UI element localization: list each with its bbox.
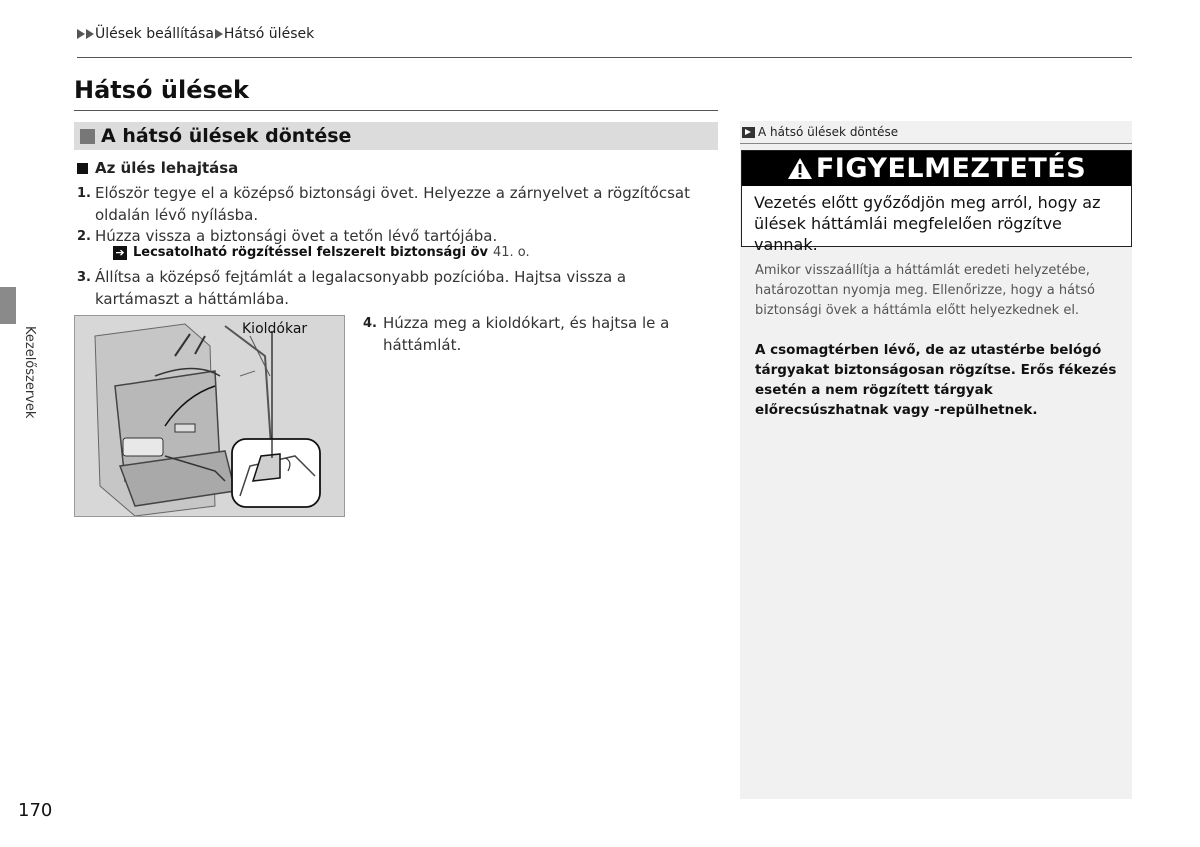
breadcrumb-item: Ülések beállítása [95, 26, 214, 42]
page-title: Hátsó ülések [74, 76, 249, 104]
subheading-square-icon [77, 163, 88, 174]
step-text: Állítsa a középső fejtámlát a legalacsonyabb pozícióba. Hajtsa vissza a kartámaszt a háttámlába. [95, 268, 627, 308]
warning-box [741, 150, 1132, 254]
seat-release-illustration [74, 315, 345, 517]
warning-body: Vezetés előtt győződjön meg arról, hogy az ülések háttámlái megfelelően rögzítve vannak. [754, 193, 1101, 254]
step-number: 1. [77, 186, 91, 201]
side-reference-heading [742, 125, 898, 139]
reference-arrow-icon [742, 127, 755, 138]
breadcrumb-item: Hátsó ülések [223, 26, 315, 42]
title-rule [74, 110, 718, 111]
header-rule [77, 57, 1132, 58]
section-title: A hátsó ülések döntése [101, 125, 352, 147]
warning-header [742, 151, 1131, 186]
section-square-icon [80, 129, 95, 144]
subheading [77, 159, 238, 177]
warning-triangle-icon [787, 157, 813, 180]
breadcrumb [77, 26, 314, 42]
breadcrumb-arrow-icon [86, 29, 94, 39]
breadcrumb-arrow-icon [77, 29, 85, 39]
step-number: 4. [363, 316, 377, 331]
side-note-bold-text: A csomagtérben lévő, de az utastérbe belógó tárgyakat biztonságosan rögzítse. Erős fékezés esetén a nem rögzített tárgyak előrecsúszhatnak vagy -repülhetnek. [755, 342, 1117, 418]
chapter-tab-marker [0, 287, 16, 324]
side-reference-text: A hátsó ülések döntése [758, 125, 899, 139]
release-lever-label: Kioldókar [242, 321, 308, 337]
cross-reference[interactable] [113, 245, 530, 260]
breadcrumb-arrow-icon [215, 29, 223, 39]
warning-title: FIGYELMEZTETÉS [815, 153, 1087, 184]
step-number: 2. [77, 229, 91, 244]
subheading-text: Az ülés lehajtása [95, 159, 239, 177]
chapter-tab-label: Kezelőszervek [22, 326, 37, 419]
section-header [74, 122, 718, 150]
cross-reference-page: 41. o. [493, 245, 530, 260]
step-number: 3. [77, 270, 91, 285]
cross-reference-text[interactable]: Lecsatolható rögzítéssel felszerelt biztonsági öv [133, 245, 488, 260]
reference-arrow-icon: ➔ [113, 246, 127, 260]
side-reference-rule [740, 143, 1132, 144]
seat-illustration-svg [75, 316, 344, 516]
step-text: Húzza vissza a biztonsági övet a tetőn lévő tartójába. [95, 227, 498, 245]
step-text: Először tegye el a középső biztonsági övet. Helyezze a zárnyelvet a rögzítőcsat oldalán lévő nyílásba. [95, 184, 690, 224]
side-note-text: Amikor visszaállítja a háttámlát eredeti helyzetébe, határozottan nyomja meg. Ellenőrizze, hogy a hátsó biztonsági övek a háttámla előtt helyezkednek el. [755, 263, 1095, 318]
step-text: Húzza meg a kioldókart, és hajtsa le a háttámlát. [383, 314, 670, 354]
page-number: 170 [18, 800, 53, 821]
